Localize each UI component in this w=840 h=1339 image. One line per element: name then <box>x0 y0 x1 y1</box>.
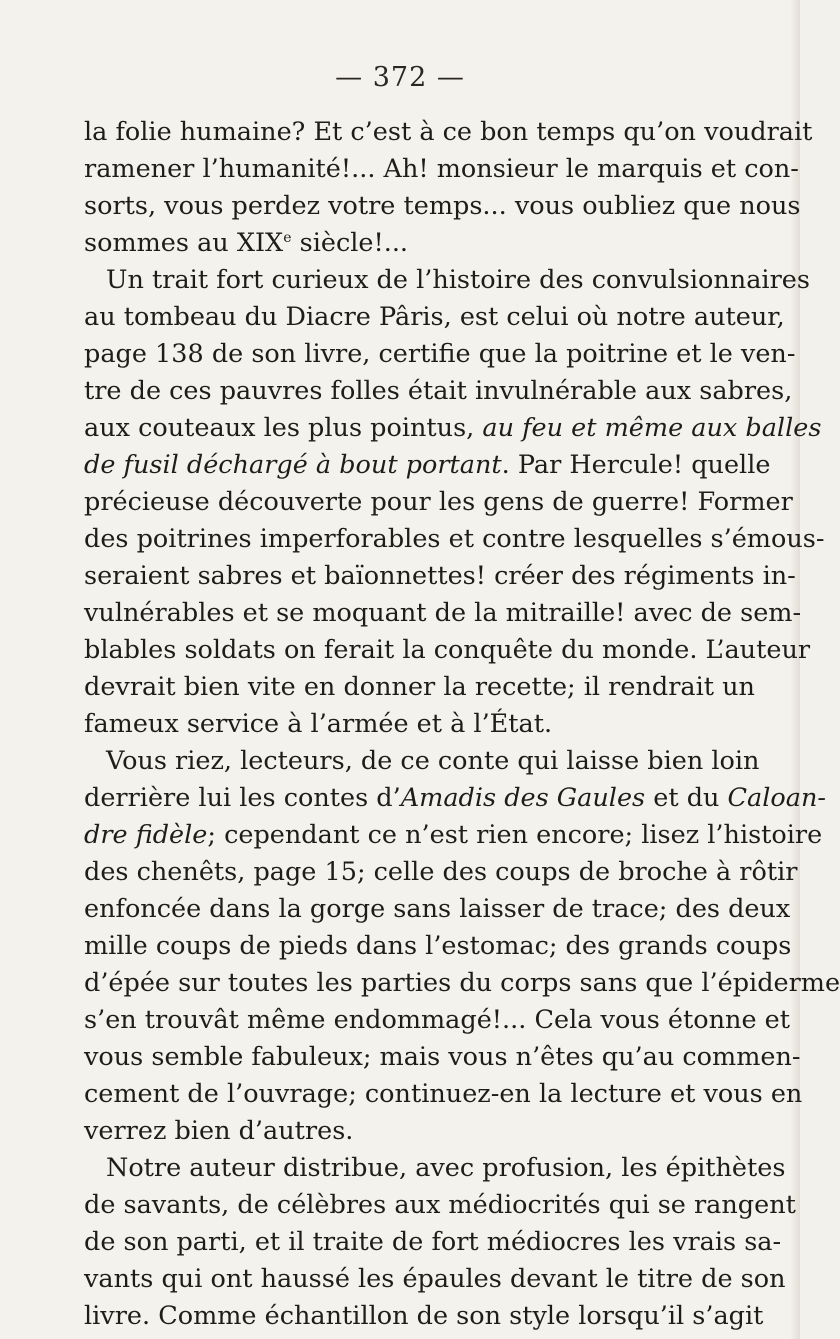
text-run: vants qui ont haussé les épaules devant le titre de son <box>84 1264 786 1294</box>
text-line <box>84 780 827 817</box>
text-line <box>84 743 760 780</box>
text-line <box>84 1224 782 1261</box>
text-line <box>84 965 840 1002</box>
text-run: des poitrines imperforables et contre lesquelles s’émous- <box>84 524 825 554</box>
text-line <box>84 299 785 336</box>
text-run: d’épée sur toutes les parties du corps sans que l’épiderme <box>84 968 840 998</box>
text-run: ramener l’humanité!... Ah! monsieur le marquis et con- <box>84 154 799 184</box>
text-run: vulnérables et se moquant de la mitraille! avec de sem- <box>84 598 802 628</box>
superscript: e <box>283 230 292 246</box>
text-run: aux couteaux les plus pointus, <box>84 413 483 443</box>
text-line <box>84 447 771 484</box>
text-line <box>84 1150 786 1187</box>
text-line <box>84 854 798 891</box>
text-run: derrière lui les contes d’ <box>84 783 401 813</box>
italic-text: Amadis des Gaules <box>400 783 646 813</box>
italic-text: dre fidèle <box>84 820 208 850</box>
body-text <box>84 114 840 1335</box>
text-line <box>84 225 736 262</box>
page-number: — 372 — <box>335 62 465 93</box>
text-run: seraient sabres et baïonnettes! créer des régiments in- <box>84 561 796 591</box>
text-run: précieuse découverte pour les gens de guerre! Former <box>84 487 793 517</box>
text-run: enfoncée dans la gorge sans laisser de trace; des deux <box>84 894 791 924</box>
text-run: fameux service à l’armée et à l’État. <box>84 709 553 739</box>
text-run: siècle!... <box>291 228 409 258</box>
text-run: s’en trouvât même endommagé!... Cela vous étonne et <box>84 1005 790 1035</box>
text-run: cement de l’ouvrage; continuez-en la lecture et vous en <box>84 1079 803 1109</box>
text-run: de savants, de célèbres aux médiocrités qui se rangent <box>84 1190 796 1220</box>
text-line <box>84 928 792 965</box>
text-run: sorts, vous perdez votre temps... vous oubliez que nous <box>84 191 801 221</box>
italic-text: Caloan- <box>727 783 827 813</box>
text-line <box>84 114 813 151</box>
text-run: de son parti, et il traite de fort médiocres les vrais sa- <box>84 1227 782 1257</box>
text-line <box>84 1113 736 1150</box>
italic-text: de fusil déchargé à bout portant <box>84 450 502 480</box>
text-line <box>84 373 793 410</box>
text-line <box>84 410 822 447</box>
text-line <box>84 1298 764 1335</box>
text-line <box>84 632 811 669</box>
text-line <box>84 1261 786 1298</box>
text-line <box>84 262 810 299</box>
text-line <box>84 706 736 743</box>
text-line <box>84 817 823 854</box>
text-run: tre de ces pauvres folles était invulnérable aux sabres, <box>84 376 793 406</box>
text-line <box>84 558 796 595</box>
text-run: mille coups de pieds dans l’estomac; des grands coups <box>84 931 792 961</box>
text-line <box>84 1187 796 1224</box>
text-run: au tombeau du Diacre Pâris, est celui où notre auteur, <box>84 302 785 332</box>
text-run: page 138 de son livre, certifie que la poitrine et le ven- <box>84 339 796 369</box>
text-run: verrez bien d’autres. <box>84 1116 354 1146</box>
text-run: . Par Hercule! quelle <box>501 450 771 480</box>
text-run: Notre auteur distribue, avec profusion, les épithètes <box>106 1153 786 1183</box>
text-line <box>84 484 793 521</box>
text-line <box>84 151 799 188</box>
text-line <box>84 1002 790 1039</box>
text-run: ; cependant ce n’est rien encore; lisez l’histoire <box>207 820 823 850</box>
text-line <box>84 188 801 225</box>
text-run: des chenêts, page 15; celle des coups de broche à rôtir <box>84 857 798 887</box>
text-run: et du <box>645 783 728 813</box>
text-run: blables soldats on ferait la conquête du monde. L’auteur <box>84 635 811 665</box>
text-run: Vous riez, lecteurs, de ce conte qui laisse bien loin <box>106 746 760 776</box>
text-line <box>84 1076 803 1113</box>
text-run: la folie humaine? Et c’est à ce bon temps qu’on voudrait <box>84 117 813 147</box>
text-line <box>84 521 825 558</box>
text-line <box>84 891 791 928</box>
text-line <box>84 1039 801 1076</box>
text-run: devrait bien vite en donner la recette; il rendrait un <box>84 672 755 702</box>
text-run: Un trait fort curieux de l’histoire des convulsionnaires <box>106 265 810 295</box>
text-line <box>84 336 796 373</box>
text-run: vous semble fabuleux; mais vous n’êtes qu’au commen- <box>84 1042 801 1072</box>
italic-text: au feu et même aux balles <box>482 413 822 443</box>
text-run: livre. Comme échantillon de son style lorsqu’il s’agit <box>84 1301 764 1331</box>
text-run: sommes au XIX <box>84 228 284 258</box>
text-line <box>84 595 802 632</box>
text-line <box>84 669 755 706</box>
